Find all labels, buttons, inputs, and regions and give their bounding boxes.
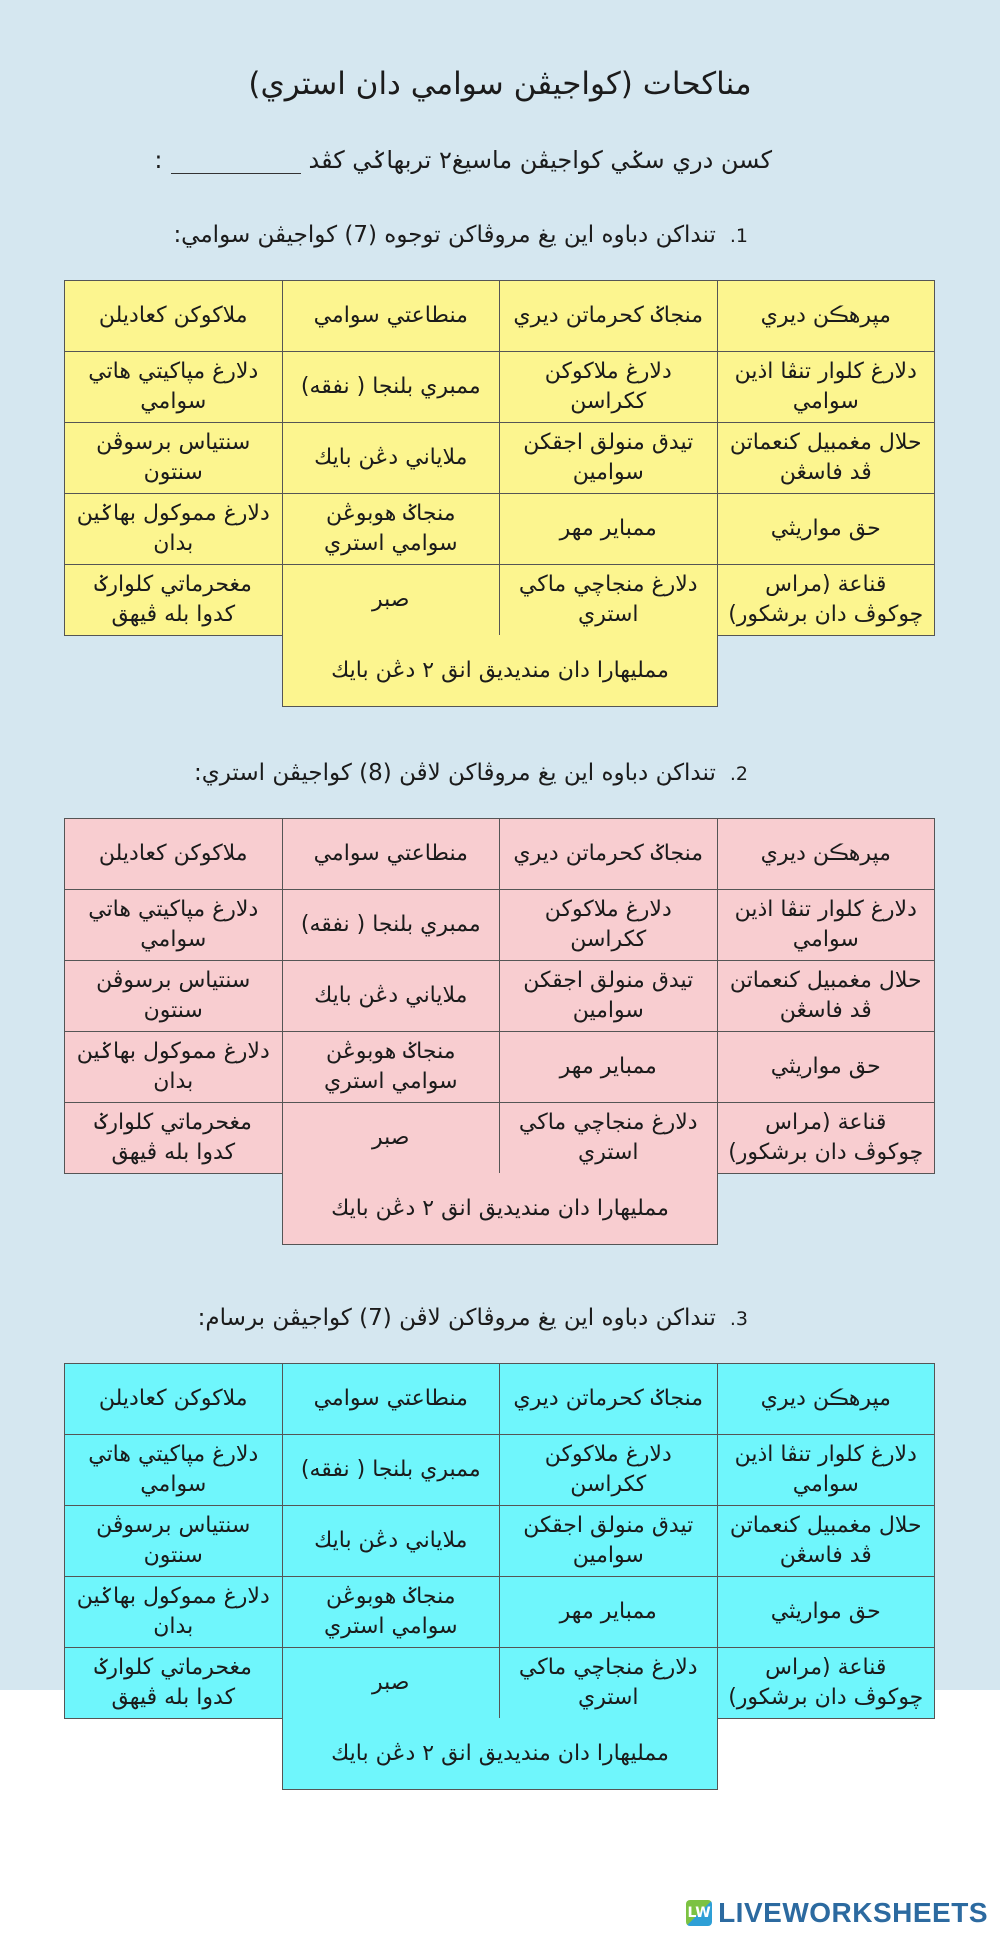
table-header-cell[interactable]: منجاݢ كحرماتن ديري xyxy=(500,281,718,352)
question-text: تنداكن دباوه اين يغ مروڤاكن لاڤن (8) كواجيڤن استري: xyxy=(193,760,716,786)
table-cell[interactable]: دلارغ كلوار تنڤا اذين سوامي xyxy=(718,352,936,423)
table-cell[interactable]: قناعة (مراس چوكوڤ دان برشكور) xyxy=(718,1648,936,1719)
table-cell[interactable]: دلارغ مپاكيتي هاتي سوامي xyxy=(65,1435,283,1506)
table-header-cell[interactable]: ملاكوكن كعاديلن xyxy=(65,819,283,890)
table-cell[interactable]: دلارغ مپاكيتي هاتي سوامي xyxy=(65,890,283,961)
table-cell[interactable]: حق مواريثي xyxy=(718,494,936,565)
table-cell[interactable]: حق مواريثي xyxy=(718,1577,936,1648)
table-cell[interactable]: دلارغ كلوار تنڤا اذين سوامي xyxy=(718,1435,936,1506)
table-cell[interactable]: دلارغ مموكول بهاݢين بدان xyxy=(65,494,283,565)
page-title: مناكحات (كواجيڤن سوامي دان استري) xyxy=(248,66,752,102)
table-cell[interactable]: دلارغ ملاكوكن ككراسن xyxy=(500,352,718,423)
table-extra-cell[interactable]: ممليهارا دان منديديق انق ٢ دڠن بايك xyxy=(282,635,718,707)
question-3 xyxy=(198,1305,748,1331)
table-cell[interactable]: ممبري بلنجا ( نفقه) xyxy=(283,1435,501,1506)
table-header-cell[interactable]: منطاعتي سوامي xyxy=(283,1364,501,1435)
table-cell[interactable]: منجاݢ هوبوڠن سوامي استري xyxy=(283,1032,501,1103)
table-extra-cell[interactable]: ممليهارا دان منديديق انق ٢ دڠن بايك xyxy=(282,1173,718,1245)
table-cell[interactable]: منجاݢ هوبوڠن سوامي استري xyxy=(283,1577,501,1648)
table-cell[interactable]: تيدق منولق اجقكن سوامين xyxy=(500,1506,718,1577)
question-number: 1. xyxy=(729,225,748,247)
instruction-text: كسن دري سݢي كواجيڤن ماسيغ٢ تربهاݢي كڤد xyxy=(308,146,772,174)
table-cell[interactable]: سنتياس برسوڤن سنتون xyxy=(65,1506,283,1577)
table-header-cell[interactable]: مپرهڪن ديري xyxy=(718,1364,936,1435)
table-cell[interactable]: قناعة (مراس چوكوڤ دان برشكور) xyxy=(718,565,936,636)
answer-table-3 xyxy=(64,1363,935,1719)
table-cell[interactable]: حق مواريثي xyxy=(718,1032,936,1103)
table-cell[interactable]: ملاياني دڠن بايك xyxy=(283,961,501,1032)
table-cell[interactable]: حلال مغمبيل كنعماتن ڤد فاسڠن xyxy=(718,1506,936,1577)
table-cell[interactable]: دلارغ منجاچي ماكي استري xyxy=(500,1103,718,1174)
question-2 xyxy=(194,760,748,786)
answer-table-1 xyxy=(64,280,935,636)
table-cell[interactable]: دلارغ ملاكوكن ككراسن xyxy=(500,890,718,961)
instruction-colon: : xyxy=(154,146,163,174)
table-cell[interactable]: صبر xyxy=(283,1648,501,1719)
question-1 xyxy=(173,222,748,248)
table-header-cell[interactable]: منجاݢ كحرماتن ديري xyxy=(500,1364,718,1435)
liveworksheets-brand xyxy=(686,1897,988,1929)
table-header-cell[interactable]: ملاكوكن كعاديلن xyxy=(65,281,283,352)
table-cell[interactable]: ممباير مهر xyxy=(500,494,718,565)
table-cell[interactable]: ممبري بلنجا ( نفقه) xyxy=(283,890,501,961)
table-cell[interactable]: دلارغ ملاكوكن ككراسن xyxy=(500,1435,718,1506)
table-cell[interactable]: دلارغ مپاكيتي هاتي سوامي xyxy=(65,352,283,423)
table-cell[interactable]: منجاݢ هوبوڠن سوامي استري xyxy=(283,494,501,565)
table-cell[interactable]: مغحرماتي كلوارݢ كدوا بله ڤيهق xyxy=(65,1103,283,1174)
table-cell[interactable]: ملاياني دڠن بايك xyxy=(283,1506,501,1577)
table-header-cell[interactable]: منطاعتي سوامي xyxy=(283,819,501,890)
table-header-cell[interactable]: ملاكوكن كعاديلن xyxy=(65,1364,283,1435)
table-cell[interactable]: حلال مغمبيل كنعماتن ڤد فاسڠن xyxy=(718,961,936,1032)
question-text: تنداكن دباوه اين يغ مروڤاكن توجوه (7) كواجيڤن سوامي: xyxy=(173,222,716,248)
table-header-cell[interactable]: مپرهڪن ديري xyxy=(718,281,936,352)
table-cell[interactable]: ملاياني دڠن بايك xyxy=(283,423,501,494)
table-cell[interactable]: حلال مغمبيل كنعماتن ڤد فاسڠن xyxy=(718,423,936,494)
table-cell[interactable]: ممباير مهر xyxy=(500,1032,718,1103)
answer-table-2 xyxy=(64,818,935,1174)
question-number: 3. xyxy=(729,1308,748,1330)
table-cell[interactable]: تيدق منولق اجقكن سوامين xyxy=(500,423,718,494)
table-cell[interactable]: دلارغ كلوار تنڤا اذين سوامي xyxy=(718,890,936,961)
table-cell[interactable]: صبر xyxy=(283,1103,501,1174)
instruction-line xyxy=(154,146,772,174)
question-number: 2. xyxy=(729,763,748,785)
table-cell[interactable]: دلارغ منجاچي ماكي استري xyxy=(500,565,718,636)
table-header-cell[interactable]: مپرهڪن ديري xyxy=(718,819,936,890)
table-cell[interactable]: مغحرماتي كلوارݢ كدوا بله ڤيهق xyxy=(65,565,283,636)
table-header-cell[interactable]: منجاݢ كحرماتن ديري xyxy=(500,819,718,890)
question-text: تنداكن دباوه اين يغ مروڤاكن لاڤن (7) كواجيڤن برسام: xyxy=(197,1305,716,1331)
table-cell[interactable]: سنتياس برسوڤن سنتون xyxy=(65,961,283,1032)
table-cell[interactable]: تيدق منولق اجقكن سوامين xyxy=(500,961,718,1032)
answer-blank[interactable] xyxy=(171,151,301,174)
table-cell[interactable]: ممباير مهر xyxy=(500,1577,718,1648)
table-cell[interactable]: قناعة (مراس چوكوڤ دان برشكور) xyxy=(718,1103,936,1174)
table-cell[interactable]: مغحرماتي كلوارݢ كدوا بله ڤيهق xyxy=(65,1648,283,1719)
table-cell[interactable]: صبر xyxy=(283,565,501,636)
liveworksheets-logo-icon: LW xyxy=(686,1900,712,1926)
table-header-cell[interactable]: منطاعتي سوامي xyxy=(283,281,501,352)
table-cell[interactable]: دلارغ منجاچي ماكي استري xyxy=(500,1648,718,1719)
table-cell[interactable]: سنتياس برسوڤن سنتون xyxy=(65,423,283,494)
table-cell[interactable]: دلارغ مموكول بهاݢين بدان xyxy=(65,1032,283,1103)
table-extra-cell[interactable]: ممليهارا دان منديديق انق ٢ دڠن بايك xyxy=(282,1718,718,1790)
table-cell[interactable]: ممبري بلنجا ( نفقه) xyxy=(283,352,501,423)
brand-name: LIVEWORKSHEETS xyxy=(718,1897,988,1928)
table-cell[interactable]: دلارغ مموكول بهاݢين بدان xyxy=(65,1577,283,1648)
